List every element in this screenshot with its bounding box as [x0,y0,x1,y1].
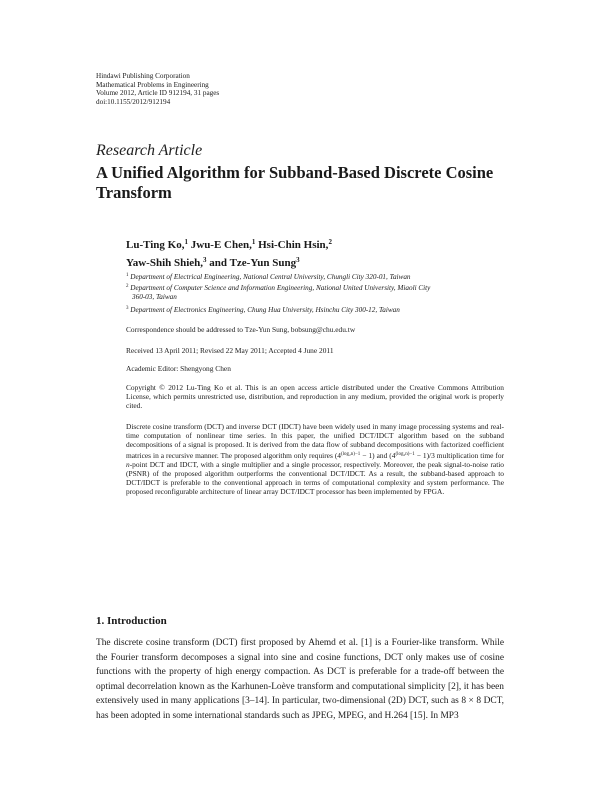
author-line-2 [126,253,486,271]
affiliation-text: Department of Electrical Engineering, National Central University, Chungli City 320-01, Taiwan [130,273,411,281]
abstract-exponent: (log₂n)−1 [341,451,361,457]
abstract-text: Discrete cosine transform (DCT) and inverse DCT (IDCT) have been widely used in many image processing systems and real-time computation of nonlinear time series. In this paper, the unified DCT/IDCT algorithm based on the subband decompositions of a signal is proposed. It is derived from the data flow of subband decompositions with factorized coefficient matrices in a recursive manner. The proposed algorithm only requires (4 [126,422,504,460]
volume-line: Volume 2012, Article ID 912194, 31 pages [96,89,220,98]
affiliation-3 [126,304,486,315]
abstract-text: − 1)/3 multiplication time for [414,450,505,460]
section-heading: 1. Introduction [96,615,167,627]
author-list [126,235,486,271]
doi-line: doi:10.1155/2012/912194 [96,97,171,106]
abstract-text: -point DCT and IDCT, with a single multiplier and a single processor, respectively. Moreover, the peak signal-to-noise ratio (PSNR) of the proposed algorithm outperforms the conventional DCT/IDCT. As a result, the subband-based approach to DCT/IDCT is preferable to the conventional approach in terms of computational complexity and system performance. The proposed reconfigurable architecture of linear array DCT/IDCT processor has been implemented by FPGA. [126,459,504,497]
author-affil-mark: 3 [296,256,300,264]
received-dates: Received 13 April 2011; Revised 22 May 2011; Accepted 4 June 2011 [126,346,334,355]
paper-title: A Unified Algorithm for Subband-Based Discrete Cosine Transform [96,163,494,202]
author-name: Hsi-Chin Hsin, [258,239,329,251]
author-name: Jwu-E Chen, [190,239,252,251]
affiliation-number: 1 [126,273,129,278]
journal-line: Mathematical Problems in Engineering [96,80,209,89]
author-name: and Tze-Yun Sung [209,257,297,269]
author-name: Yaw-Shih Shieh, [126,257,204,269]
copyright-notice: Copyright © 2012 Lu-Ting Ko et al. This is an open access article distributed under the Creative Commons Attribution License, which permits unrestricted use, distribution, and reproduction in any medium, provided the original work is properly cited. [126,383,504,411]
author-line-1 [126,235,486,253]
abstract-exponent: (log₂n)−1 [395,451,415,457]
affiliation-text: Department of Electronics Engineering, Chung Hua University, Hsinchu City 300-12, Taiwan [130,306,400,314]
correspondence: Correspondence should be addressed to Tze-Yun Sung, bobsung@chu.edu.tw [126,325,356,334]
author-affil-mark: 2 [328,238,332,246]
affiliation-2 [126,282,486,302]
academic-editor: Academic Editor: Shengyong Chen [126,364,231,373]
journal-header [96,72,219,106]
abstract-text: − 1) and (4 [360,450,396,460]
author-name: Lu-Ting Ko, [126,239,185,251]
abstract [126,422,504,497]
affiliation-text: Department of Computer Science and Information Engineering, National United University, Miaoli City [130,284,431,292]
affiliation-1 [126,271,486,282]
affiliation-text-cont: 360-03, Taiwan [132,293,177,301]
publisher-line: Hindawi Publishing Corporation [96,72,190,80]
introduction-body: The discrete cosine transform (DCT) first proposed by Ahemd et al. [1] is a Fourier-like transform. While the Fourier transform decomposes a signal into sine and cosine functions, DCT only makes use of cosine functions with the property of high energy compaction. As DCT is preferable for a trade-off between the optimal decorrelation known as the Karhunen-Loève transform and computational simplicity [2], it has been extensively used in many applications [3–14]. In particular, two-dimensional (2D) DCT, such as 8 × 8 DCT, has been adopted in some international standards such as JPEG, MPEG, and H.264 [15]. In MP3 [96,638,504,721]
author-affil-mark: 1 [184,238,188,246]
article-type: Research Article [96,142,203,159]
author-affil-mark: 1 [251,238,256,246]
affiliation-number: 3 [126,306,129,311]
abstract-variable: n [126,459,130,469]
author-affil-mark: 3 [203,256,207,264]
affiliation-number: 2 [126,284,129,289]
